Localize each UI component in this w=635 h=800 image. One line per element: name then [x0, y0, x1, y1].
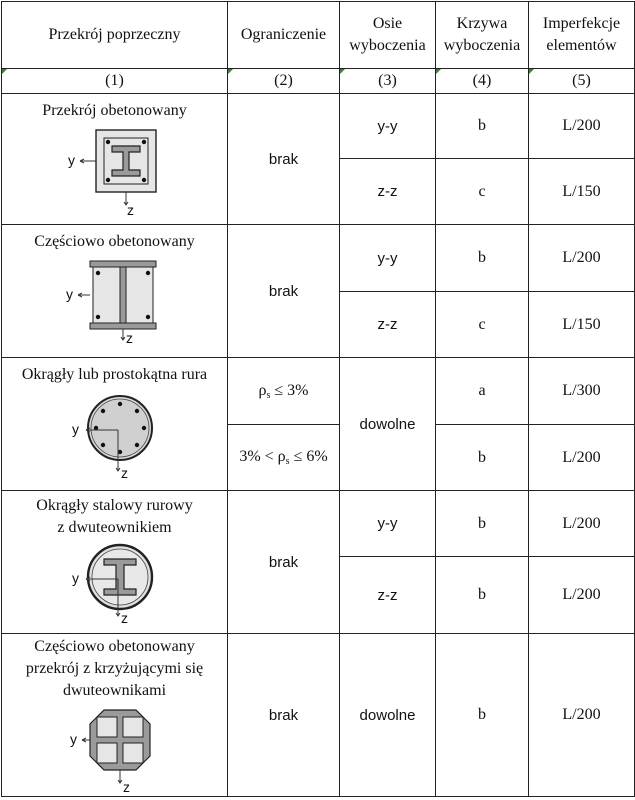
- diagram-z-label: z: [120, 465, 128, 481]
- axis-cell: dowolne: [340, 634, 436, 797]
- axis-cell: dowolne: [340, 358, 436, 491]
- section-cell-crossed-ibeams: [2, 634, 228, 797]
- col-number-5: (5): [529, 69, 635, 94]
- header-curve: Krzywa wyboczenia: [436, 2, 529, 69]
- diagram-z-label: z: [126, 202, 134, 218]
- col-number-3: (3): [340, 69, 436, 94]
- tube-with-ibeam-diagram: [60, 543, 170, 625]
- curve-cell: b: [436, 634, 529, 797]
- limit-cell: brak: [228, 491, 340, 634]
- imperfection-cell: L/200: [529, 225, 635, 292]
- curve-cell: a: [436, 358, 529, 425]
- limit-cell: $\rho_s \le 3\%$: [228, 358, 340, 425]
- header-section: Przekrój poprzeczny: [2, 2, 228, 69]
- diagram-y-label: y: [65, 286, 73, 302]
- curve-cell: b: [436, 491, 529, 557]
- diagram-z-label: z: [120, 610, 128, 625]
- curve-cell: b: [436, 94, 529, 159]
- table-row: [2, 634, 635, 797]
- section-cell-concrete-filled-tube: [2, 358, 228, 491]
- section-cell-partially-encased: [2, 225, 228, 358]
- axis-cell: y-y: [340, 94, 436, 159]
- diagram-z-label: z: [122, 779, 130, 794]
- section-cell-tube-with-ibeam: [2, 491, 228, 634]
- limit-cell: brak: [228, 94, 340, 225]
- limit-cell: $3\% < \rho_s \le 6\%$: [228, 425, 340, 491]
- curve-cell: c: [436, 159, 529, 225]
- section-title: Częściowo obetonowany przekrój z krzyżującymi się dwuteownikami: [25, 638, 204, 699]
- curve-cell: b: [436, 425, 529, 491]
- imperfection-cell: L/150: [529, 159, 635, 225]
- curve-cell: b: [436, 557, 529, 634]
- imperfection-cell: L/200: [529, 94, 635, 159]
- imperfection-cell: L/200: [529, 557, 635, 634]
- diagram-y-label: y: [69, 731, 77, 747]
- diagram-y-label: y: [67, 152, 75, 168]
- column-number-row: [2, 69, 635, 94]
- curve-cell: c: [436, 292, 529, 358]
- crossed-ibeams-diagram: [60, 706, 170, 794]
- diagram-z-label: z: [125, 330, 133, 345]
- concrete-filled-tube-diagram: [60, 390, 170, 482]
- imperfection-cell: L/200: [529, 634, 635, 797]
- header-limit: Ograniczenie: [228, 2, 340, 69]
- partially-encased-section-diagram: [60, 257, 170, 345]
- limit-cell: brak: [228, 225, 340, 358]
- table-row: [2, 358, 635, 425]
- section-title: Częściowo obetonowany: [34, 233, 195, 250]
- header-row: [2, 2, 635, 69]
- table-row: [2, 491, 635, 557]
- section-title: Okrągły lub prostokątna rura: [21, 366, 208, 383]
- header-axes: Osie wyboczenia: [340, 2, 436, 69]
- curve-cell: b: [436, 225, 529, 292]
- diagram-y-label: y: [71, 570, 79, 586]
- axis-cell: z-z: [340, 159, 436, 225]
- section-cell-fully-encased: [2, 94, 228, 225]
- section-title: Okrągły stalowy rurowy z dwuteownikiem: [36, 497, 193, 536]
- diagram-y-label: y: [71, 421, 79, 437]
- axis-cell: z-z: [340, 557, 436, 634]
- limit-cell: brak: [228, 634, 340, 797]
- table-row: [2, 94, 635, 159]
- col-number-2: (2): [228, 69, 340, 94]
- buckling-curves-table: [1, 1, 635, 797]
- imperfection-cell: L/150: [529, 292, 635, 358]
- section-title: Przekrój obetonowany: [42, 102, 187, 119]
- fully-encased-section-diagram: [60, 126, 170, 218]
- imperfection-cell: L/300: [529, 358, 635, 425]
- header-imperfection: Imperfekcje elementów: [529, 2, 635, 69]
- col-number-4: (4): [436, 69, 529, 94]
- axis-cell: y-y: [340, 491, 436, 557]
- table-row: [2, 225, 635, 292]
- axis-cell: y-y: [340, 225, 436, 292]
- imperfection-cell: L/200: [529, 425, 635, 491]
- axis-cell: z-z: [340, 292, 436, 358]
- imperfection-cell: L/200: [529, 491, 635, 557]
- col-number-1: (1): [2, 69, 228, 94]
